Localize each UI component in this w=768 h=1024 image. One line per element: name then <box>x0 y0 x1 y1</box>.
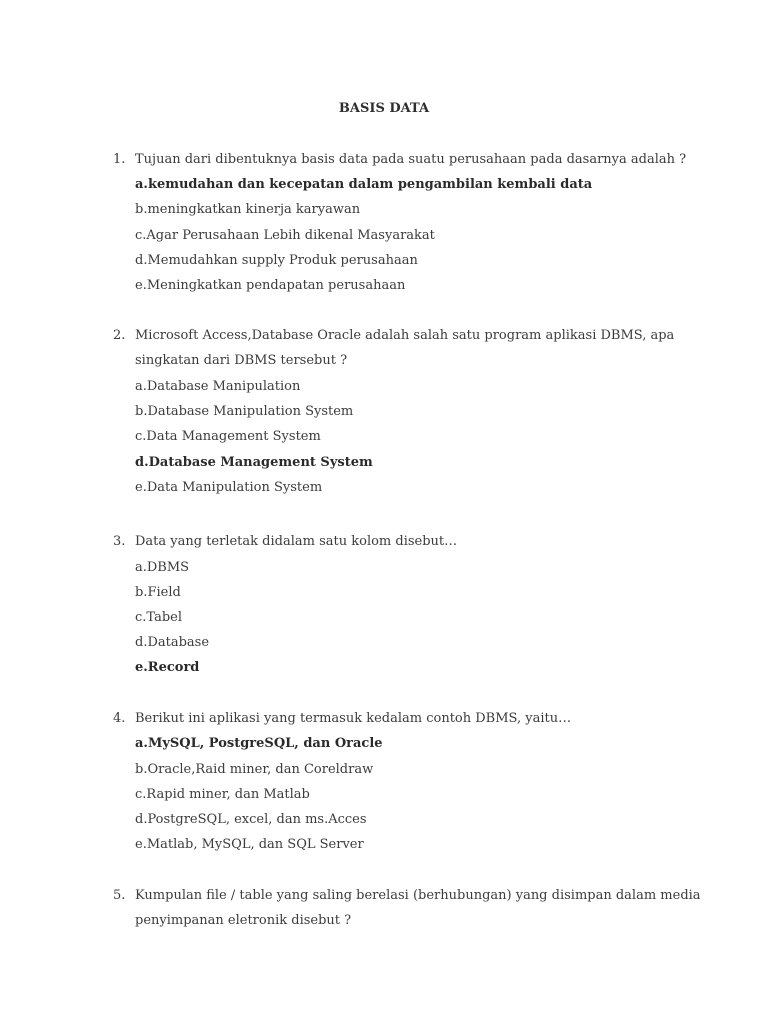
option-a: a.DBMS <box>135 560 190 575</box>
option-c: c.Agar Perusahaan Lebih dikenal Masyarakat <box>135 228 435 243</box>
option-e-correct: e.Record <box>135 660 200 675</box>
option-d-correct: d.Database Management System <box>135 455 373 470</box>
option-e: e.Meningkatkan pendapatan perusahaan <box>135 278 406 293</box>
question-text-continued: singkatan dari DBMS tersebut ? <box>135 353 348 368</box>
option-c: c.Data Management System <box>135 429 321 444</box>
option-b: b.Database Manipulation System <box>135 404 354 419</box>
question-number: 2. <box>113 328 126 343</box>
option-b: b.Field <box>135 585 181 600</box>
option-d: d.PostgreSQL, excel, dan ms.Acces <box>135 812 367 827</box>
question-text: Data yang terletak didalam satu kolom disebut… <box>135 534 458 549</box>
option-e: e.Matlab, MySQL, dan SQL Server <box>135 837 364 852</box>
option-b: b.Oracle,Raid miner, dan Coreldraw <box>135 762 374 777</box>
option-a-correct: a.kemudahan dan kecepatan dalam pengambilan kembali data <box>135 177 593 192</box>
option-c: c.Rapid miner, dan Matlab <box>135 787 310 802</box>
option-a: a.Database Manipulation <box>135 379 301 394</box>
option-d: d.Database <box>135 635 210 650</box>
question-text: Tujuan dari dibentuknya basis data pada suatu perusahaan pada dasarnya adalah ? <box>135 152 687 167</box>
question-text: Microsoft Access,Database Oracle adalah salah satu program aplikasi DBMS, apa <box>135 328 675 343</box>
question-text: Kumpulan file / table yang saling berelasi (berhubungan) yang disimpan dalam media <box>135 888 701 903</box>
option-b: b.meningkatkan kinerja karyawan <box>135 202 361 217</box>
question-number: 1. <box>113 152 126 167</box>
option-d: d.Memudahkan supply Produk perusahaan <box>135 253 418 268</box>
option-e: e.Data Manipulation System <box>135 480 323 495</box>
question-text: Berikut ini aplikasi yang termasuk kedalam contoh DBMS, yaitu… <box>135 711 572 726</box>
question-text-continued: penyimpanan eletronik disebut ? <box>135 913 352 928</box>
option-a-correct: a.MySQL, PostgreSQL, dan Oracle <box>135 736 383 751</box>
question-number: 5. <box>113 888 126 903</box>
question-number: 3. <box>113 534 126 549</box>
option-c: c.Tabel <box>135 610 182 625</box>
question-number: 4. <box>113 711 126 726</box>
document-title: BASIS DATA <box>338 101 430 116</box>
